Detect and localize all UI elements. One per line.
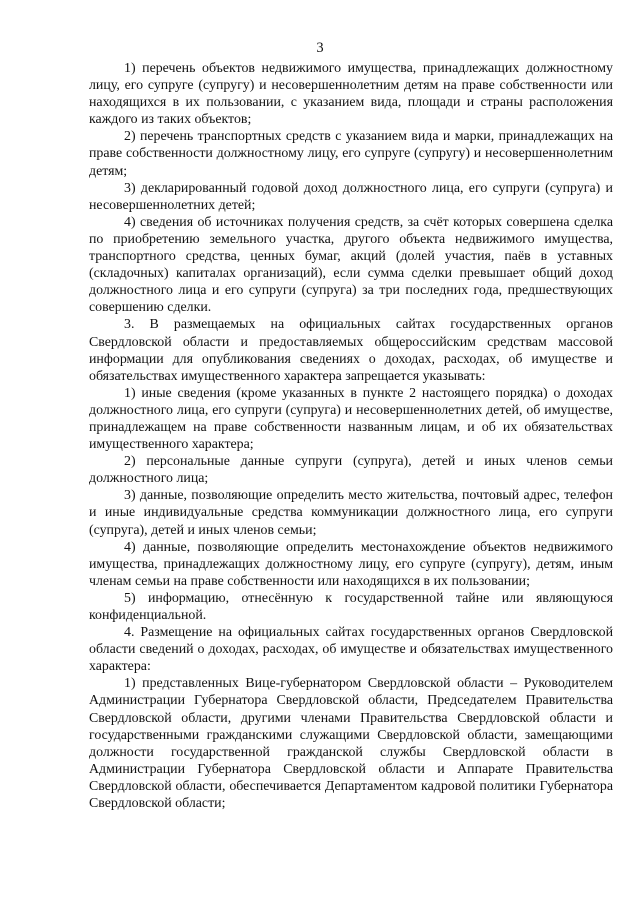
document-body [89, 60, 613, 812]
page-number: 3 [316, 40, 324, 56]
paragraph-clause-4-publication: 4. Размещение на официальных сайтах государственных органов Свердловской области сведений о доходах, расходах, об имуществе и обязательствах имущественного характера: [89, 625, 613, 675]
paragraph-item-4-funding-sources: 4) сведения об источниках получения средств, за счёт которых совершена сделка по приобретению земельного участка, другого объекта недвижимого имущества, транспортного средства, ценных бумаг, акций (долей участия, паёв в уставных (складочных) капиталах организаций), если сумма сделки превышает общий доход должностного лица и его супруги (супруга) за три последних года, предшествующих совершению сделки. [89, 214, 613, 316]
paragraph-clause-3-item-5: 5) информацию, отнесённую к государственной тайне или являющуюся конфиденциальной. [89, 590, 613, 623]
paragraph-clause-3-item-4: 4) данные, позволяющие определить местонахождение объектов недвижимого имущества, принадлежащих должностному лицу, его супруге (супругу), детям, иным членам семьи на праве собственности или находящихся в их пользовании; [89, 539, 613, 589]
paragraph-clause-4-item-1: 1) представленных Вице-губернатором Свердловской области – Руководителем Администрации Губернатора Свердловской области, Председателем Правительства Свердловской области, другими членами Правительства Свердловской области и государственными гражданскими служащими Свердловской области, замещающими должности государственной гражданской службы Свердловской области в Администрации Губернатора Свердловской области и Аппарате Правительства Свердловской области, обеспечивается Департаментом кадровой политики Губернатора Свердловской области; [89, 676, 613, 812]
paragraph-clause-3-item-3: 3) данные, позволяющие определить место жительства, почтовый адрес, телефон и иные индивидуальные средства коммуникации должностного лица, его супруги (супруга), детей и иных членов семьи; [89, 488, 613, 538]
paragraph-clause-3-item-1: 1) иные сведения (кроме указанных в пункте 2 настоящего порядка) о доходах должностного лица, его супруги (супруга) и несовершеннолетних детей, об имуществе, принадлежащем на праве собственности названным лицам, и об их обязательствах имущественного характера; [89, 385, 613, 453]
paragraph-item-1-real-estate-list: 1) перечень объектов недвижимого имущества, принадлежащих должностному лицу, его супруге (супругу) и несовершеннолетним детям на праве собственности или находящихся в их пользовании, с указанием вида, площади и страны расположения каждого из таких объектов; [89, 61, 613, 128]
paragraph-clause-3-prohibited-data: 3. В размещаемых на официальных сайтах государственных органов Свердловской области и предоставляемых общероссийским средствам массовой информации для опубликования сведениях о доходах, расходах, об имуществе и обязательствах имущественного характера запрещается указывать: [89, 317, 613, 384]
paragraph-item-2-vehicles-list: 2) перечень транспортных средств с указанием вида и марки, принадлежащих на праве собственности должностному лицу, его супруге (супругу) и несовершеннолетним детям; [89, 129, 613, 179]
paragraph-item-3-annual-income: 3) декларированный годовой доход должностного лица, его супруги (супруга) и несовершеннолетних детей; [89, 180, 613, 213]
paragraph-clause-3-item-2: 2) персональные данные супруги (супруга), детей и иных членов семьи должностного лица; [89, 454, 613, 487]
